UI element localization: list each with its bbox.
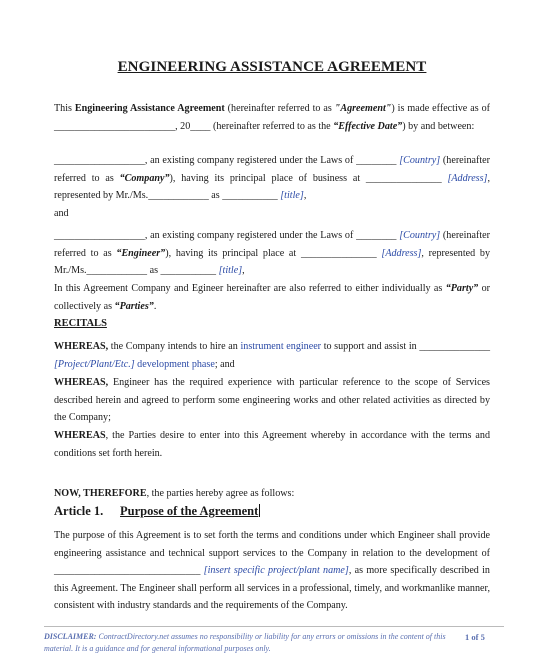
party-text: , represented by Mr./Ms.____________ as ___________ (54, 172, 490, 202)
whereas-text: , the Parties desire to enter into this Agreement whereby in accordance with the terms and conditions set forth herein. (54, 430, 490, 459)
title-placeholder: [title] (218, 265, 243, 277)
intro-text: This (54, 103, 75, 114)
company-term: “Company” (119, 172, 170, 184)
article-title: Purpose of the Agreement (120, 504, 259, 518)
whereas2-paragraph (54, 374, 490, 427)
agreement-name: Engineering Assistance Agreement (74, 103, 225, 114)
intro-text: ) is made effective as of ________________________, 20____ (hereinafter referred to as the (54, 103, 491, 132)
document-title: ENGINEERING ASSISTANCE AGREEMENT (117, 59, 427, 75)
whereas-text: the Company intends to hire an (108, 341, 241, 352)
recitals-heading: RECITALS (54, 318, 107, 329)
whereas3-paragraph (54, 427, 490, 462)
whereas-text: ; and (214, 358, 235, 370)
engineer-term: “Engineer” (116, 247, 166, 259)
project-placeholder: [Project/Plant/Etc.] (54, 358, 135, 370)
parties-term: “Parties” (114, 300, 154, 312)
whereas-keyword: WHEREAS, (54, 341, 109, 352)
party-text: (hereinafter referred to as (54, 155, 491, 184)
intro-text: ) by and between: (402, 120, 475, 132)
parties-text: . (153, 300, 157, 312)
party1-paragraph (54, 152, 490, 205)
address-placeholder: [Address] (381, 247, 422, 259)
effective-date-term: “Effective Date” (333, 120, 403, 132)
parties-text: In this Agreement Company and Egineer hereinafter are also referred to either individually as (54, 283, 446, 294)
article-number: Article 1. (54, 504, 104, 518)
whereas-text: Engineer has the required experience with particular reference to the scope of Services described herein and agreed to perform some engineering works and other related activities as directed by the Company; (54, 377, 490, 424)
agreement-term: "Agreement" (334, 103, 392, 114)
party-text: , (303, 190, 307, 202)
page-number: 1 of 5 (465, 632, 485, 642)
party-text: , (242, 265, 245, 277)
text-cursor (259, 504, 260, 517)
party-text: __________________, an existing company registered under the Laws of ________ (54, 155, 400, 166)
intro-paragraph (54, 100, 490, 135)
party2-paragraph (54, 227, 490, 280)
footer-disclaimer (44, 631, 454, 654)
parties-text: or collectively as (54, 283, 490, 312)
now-therefore-paragraph (54, 485, 490, 503)
instrument-engineer-link[interactable]: instrument engineer (240, 341, 322, 352)
article-text: , as more specifically described in this Agreement. The Engineer shall perform all services in a professional, timely, and workmanlike manner, consistent with industry standards and the requirements of the Company. (54, 565, 490, 612)
title-placeholder: [title] (280, 190, 304, 202)
whereas-text: to support and assist in ______________ (321, 341, 490, 352)
whereas1-paragraph (54, 338, 490, 373)
party-text: ), having its principal place at _______________ (165, 247, 382, 259)
country-placeholder: [Country] (399, 230, 441, 241)
now-therefore-keyword: NOW, THEREFORE (54, 488, 147, 499)
whereas-keyword: WHEREAS, (54, 377, 109, 388)
party-term: “Party” (445, 283, 479, 294)
disclaimer-text: ContractDirectory.net assumes no responsibility or liability for any errors or omissions in the content of this material. It is a guidance and for general informational purposes only. (44, 632, 446, 653)
whereas-keyword: WHEREAS (54, 430, 106, 441)
project-name-placeholder: [insert specific project/plant name] (203, 565, 349, 577)
parties-paragraph (54, 280, 490, 315)
article-text: The purpose of this Agreement is to set forth the terms and conditions under which Engineer shall provide engineering assistance and technical support services to the Company in relation to the development of _____________________________ (54, 530, 490, 577)
party-text: (hereinafter referred to as (54, 230, 491, 259)
development-phase-text: development phase (134, 358, 215, 370)
intro-text: (hereinafter referred to as (224, 103, 335, 114)
article-1-paragraph (54, 527, 490, 615)
article-1-heading (54, 504, 260, 519)
now-therefore-text: , the parties hereby agree as follows: (146, 488, 295, 499)
footer-divider (44, 626, 504, 627)
party-text: ), having its principal place of business at _______________ (169, 172, 448, 184)
disclaimer-label: DISCLAIMER: (44, 632, 97, 641)
party-text: __________________, an existing company registered under the Laws of ________ (54, 230, 400, 241)
and-text: and (54, 208, 69, 219)
address-placeholder: [Address] (447, 172, 488, 184)
party-text: , represented by Mr./Ms.____________ as ___________ (54, 247, 491, 277)
country-placeholder: [Country] (399, 155, 441, 166)
